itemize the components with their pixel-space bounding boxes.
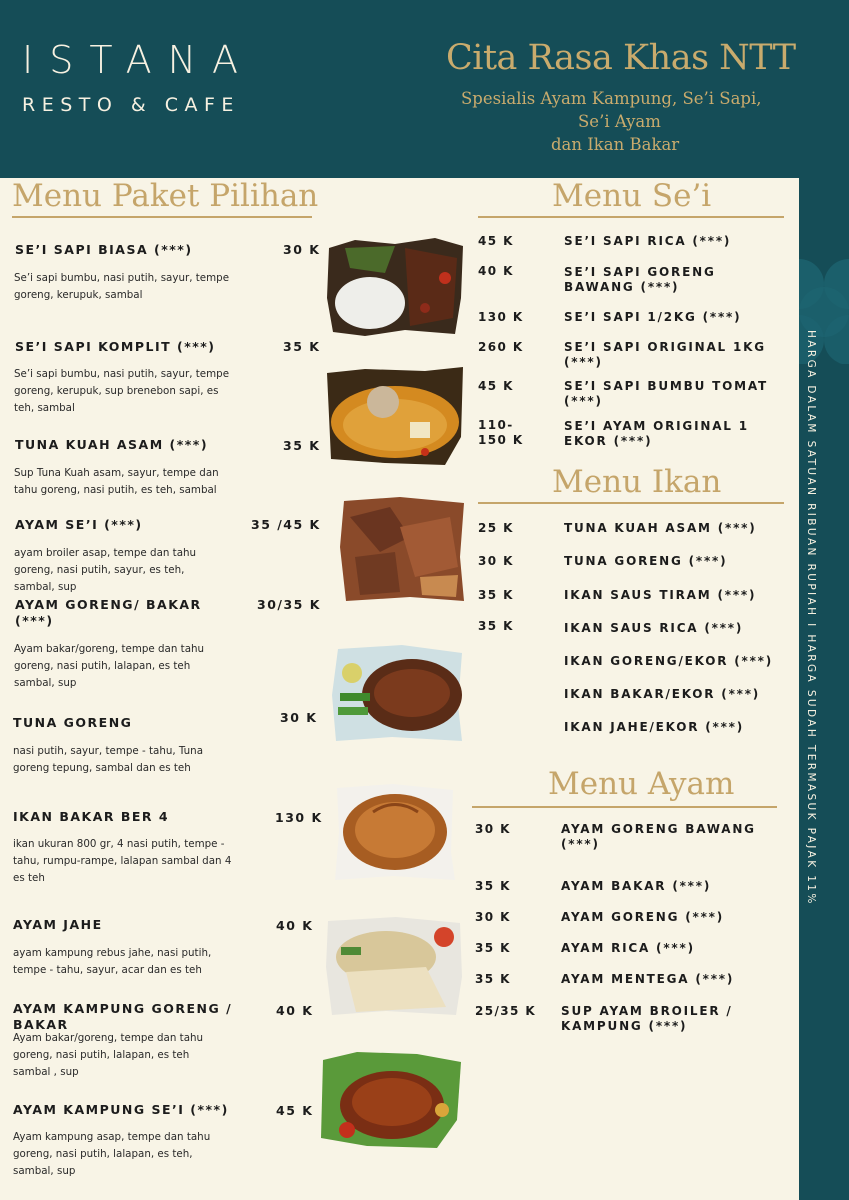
- item-name: IKAN GORENG/EKOR (***): [564, 654, 774, 668]
- ayam-jahe-photo: [326, 917, 463, 1017]
- sup-brenebon-photo: [325, 367, 465, 467]
- item-name: SUP AYAM BROILER / KAMPUNG (***): [561, 1004, 733, 1033]
- package-desc: Ayam bakar/goreng, tempe dan tahu goreng, nasi putih, lalapan, es teh sambal, sup: [14, 643, 205, 689]
- header: [0, 0, 849, 178]
- package-name: SE’I SAPI KOMPLIT (***): [15, 339, 216, 354]
- package-price: 30/35 K: [257, 597, 321, 612]
- package-price: 45 K: [276, 1103, 314, 1118]
- section-title-ayam: Menu Ayam: [548, 766, 735, 802]
- package-name: AYAM SE’I (***): [15, 517, 143, 532]
- item-price: 35 K: [475, 941, 511, 955]
- section-title-paket: Menu Paket Pilihan: [12, 178, 319, 214]
- item-price: 40 K: [478, 264, 514, 278]
- divider: [472, 806, 777, 808]
- item-price: 260 K: [478, 340, 524, 354]
- item-name: SE’I AYAM ORIGINAL 1 EKOR (***): [564, 419, 749, 448]
- item-price: 35 K: [475, 972, 511, 986]
- package-name: TUNA GORENG: [13, 715, 133, 730]
- package-name: IKAN BAKAR BER 4: [13, 809, 170, 824]
- package-price: 40 K: [276, 918, 314, 933]
- ayam-kampung-sei-photo: [317, 1050, 463, 1150]
- package-name: AYAM KAMPUNG SE’I (***): [13, 1102, 229, 1117]
- item-price: 130 K: [478, 310, 524, 324]
- package-price: 35 K: [283, 438, 321, 453]
- item-name: TUNA GORENG (***): [564, 554, 728, 568]
- sei-sapi-photo: [325, 238, 465, 338]
- item-price: 35 K: [478, 588, 514, 602]
- package-price: 40 K: [276, 1003, 314, 1018]
- package-name: TUNA KUAH ASAM (***): [15, 437, 209, 452]
- item-name: SE’I SAPI 1/2KG (***): [564, 310, 742, 324]
- divider: [478, 502, 784, 504]
- package-price: 30 K: [283, 242, 321, 257]
- package-desc: Se’i sapi bumbu, nasi putih, sayur, tempe goreng, kerupuk, sup brenebon sapi, es teh, sambal: [14, 368, 230, 414]
- package-desc: Se’i sapi bumbu, nasi putih, sayur, tempe goreng, kerupuk, sambal: [14, 272, 230, 301]
- item-name: AYAM MENTEGA (***): [561, 972, 735, 986]
- item-price: 30 K: [475, 822, 511, 836]
- item-name: AYAM BAKAR (***): [561, 879, 712, 893]
- item-price: 30 K: [475, 910, 511, 924]
- package-price: 30 K: [280, 710, 318, 725]
- price-note: HARGA DALAM SATUAN RIBUAN RUPIAH I HARGA SUDAH TERMASUK PAJAK 11%: [805, 330, 817, 906]
- divider: [12, 216, 312, 218]
- item-name: IKAN SAUS RICA (***): [564, 621, 744, 635]
- divider: [478, 216, 784, 218]
- item-price: 25/35 K: [475, 1004, 537, 1018]
- item-price: 45 K: [478, 234, 514, 248]
- item-price: 35 K: [475, 879, 511, 893]
- item-name: TUNA KUAH ASAM (***): [564, 521, 757, 535]
- package-price: 35 /45 K: [251, 517, 321, 532]
- ayam-bakar-photo: [332, 645, 465, 743]
- item-name: SE’I SAPI RICA (***): [564, 234, 732, 248]
- item-name: SE’I SAPI ORIGINAL 1KG (***): [564, 340, 766, 369]
- package-price: 35 K: [283, 339, 321, 354]
- item-name: SE’I SAPI BUMBU TOMAT (***): [564, 379, 768, 408]
- package-desc: ayam kampung rebus jahe, nasi putih, tempe - tahu, sayur, acar dan es teh: [13, 947, 212, 976]
- package-name: AYAM JAHE: [13, 917, 103, 932]
- item-name: IKAN SAUS TIRAM (***): [564, 588, 757, 602]
- ikan-bakar-photo: [333, 782, 457, 882]
- brand-subtitle: RESTO & CAFE: [22, 94, 240, 116]
- package-desc: nasi putih, sayur, tempe - tahu, Tuna goreng tepung, sambal dan es teh: [13, 745, 204, 774]
- item-name: AYAM RICA (***): [561, 941, 695, 955]
- package-name: AYAM GORENG/ BAKAR (***): [15, 597, 202, 628]
- package-desc: ayam broiler asap, tempe dan tahu goreng, nasi putih, sayur, es teh, sambal, sup: [14, 547, 197, 593]
- item-price: 35 K: [478, 619, 514, 633]
- ayam-sei-photo: [340, 497, 466, 603]
- package-name: AYAM KAMPUNG GORENG / BAKAR: [13, 1001, 233, 1032]
- item-price: 45 K: [478, 379, 514, 393]
- section-title-ikan: Menu Ikan: [552, 464, 722, 500]
- tagline-line-3: dan Ikan Bakar: [551, 135, 680, 154]
- tagline-line-2: Se’i Ayam: [578, 112, 661, 131]
- brand-title: ISTANA: [22, 38, 255, 82]
- item-name: AYAM GORENG (***): [561, 910, 725, 924]
- item-price: 30 K: [478, 554, 514, 568]
- package-desc: ikan ukuran 800 gr, 4 nasi putih, tempe - tahu, rumpu-rampe, lalapan sambal dan 4 es teh: [13, 838, 232, 884]
- item-name: SE’I SAPI GORENG BAWANG (***): [564, 265, 716, 294]
- item-price: 110-150 K: [478, 418, 524, 447]
- item-name: IKAN BAKAR/EKOR (***): [564, 687, 761, 701]
- package-price: 130 K: [275, 810, 323, 825]
- package-desc: Ayam bakar/goreng, tempe dan tahu goreng, nasi putih, lalapan, es teh sambal , sup: [13, 1032, 204, 1078]
- tagline-line-1: Spesialis Ayam Kampung, Se’i Sapi,: [461, 89, 762, 108]
- package-desc: Sup Tuna Kuah asam, sayur, tempe dan tahu goreng, nasi putih, es teh, sambal: [14, 467, 219, 496]
- package-desc: Ayam kampung asap, tempe dan tahu goreng, nasi putih, lalapan, es teh, sambal, sup: [13, 1131, 211, 1177]
- section-title-sei: Menu Se’i: [552, 178, 712, 214]
- item-name: AYAM GORENG BAWANG (***): [561, 822, 756, 851]
- package-name: SE’I SAPI BIASA (***): [15, 242, 193, 257]
- item-name: IKAN JAHE/EKOR (***): [564, 720, 745, 734]
- tagline: Cita Rasa Khas NTT: [446, 38, 796, 78]
- item-price: 25 K: [478, 521, 514, 535]
